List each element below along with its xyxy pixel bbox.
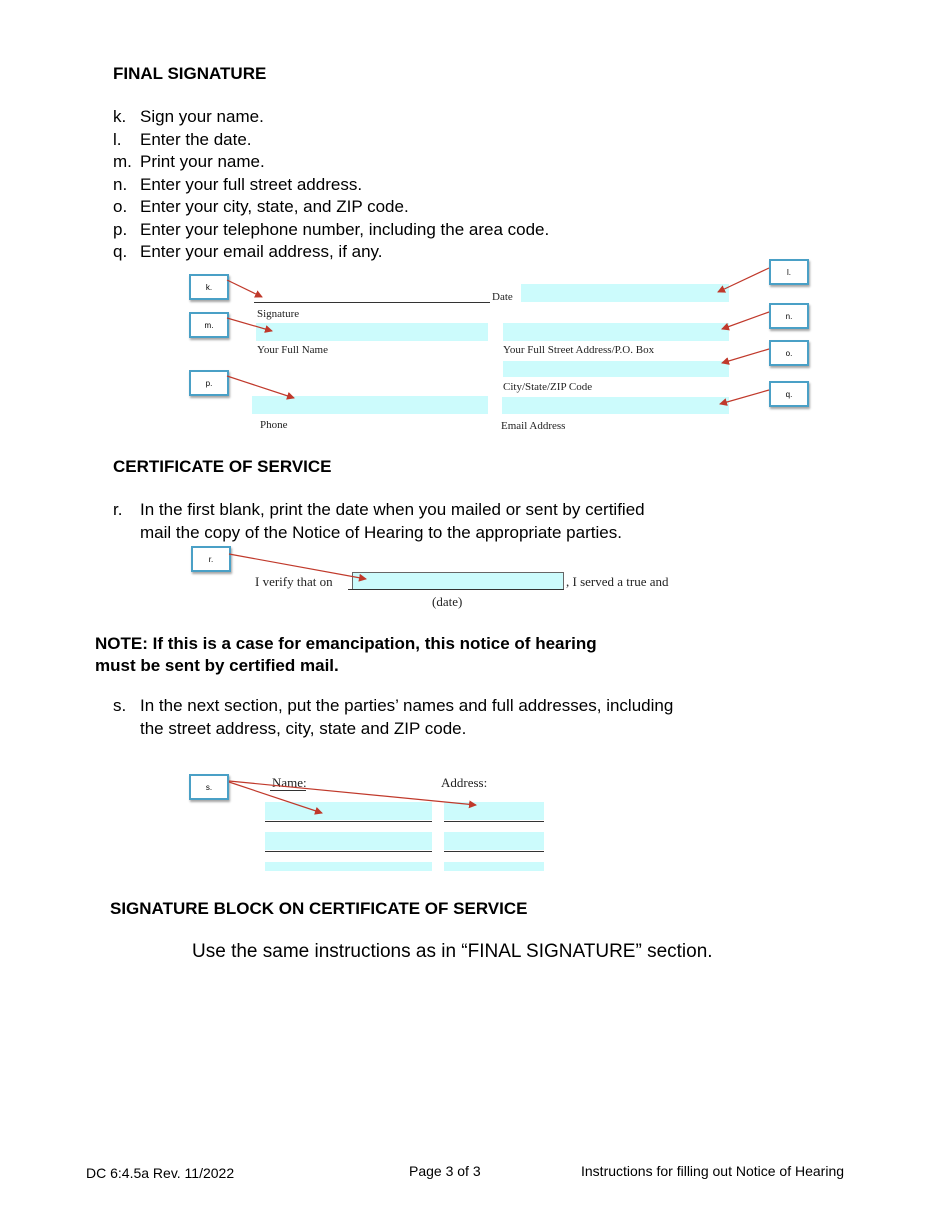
list-text: Sign your name. — [140, 107, 264, 126]
list-label: n. — [113, 174, 128, 194]
verify-prefix: I verify that on — [255, 574, 333, 589]
party-line — [444, 821, 544, 822]
party-address-field[interactable] — [444, 832, 544, 850]
list-item-n — [113, 175, 362, 195]
party-name-field[interactable] — [265, 802, 432, 820]
date-field[interactable] — [521, 284, 729, 302]
callout-s: s. — [189, 774, 229, 800]
list-text: Print your name. — [140, 152, 265, 171]
list-text: Enter the date. — [140, 129, 252, 149]
email-field[interactable] — [502, 397, 729, 414]
callout-p: p. — [189, 370, 229, 396]
full-name-label: Your Full Name — [257, 344, 329, 356]
list-item-p — [113, 220, 549, 240]
signature-line — [254, 302, 490, 303]
list-text: Enter your full street address. — [140, 174, 363, 194]
list-label: m. — [113, 152, 132, 171]
party-name-field[interactable] — [265, 862, 432, 871]
signature-label: Signature — [257, 308, 300, 320]
address-column-label: Address: — [441, 775, 488, 790]
list-item-k — [113, 107, 264, 127]
city-state-zip-field[interactable] — [503, 361, 729, 377]
list-label: s. — [113, 696, 127, 715]
street-address-field[interactable] — [503, 323, 729, 341]
list-label: r. — [113, 500, 123, 519]
full-name-field[interactable] — [256, 323, 488, 341]
callout-l: l. — [769, 259, 809, 285]
list-text: mail the copy of the Notice of Hearing to the appropriate parties. — [140, 522, 622, 542]
note-line: must be sent by certified mail. — [95, 655, 339, 675]
list-text: In the first blank, print the date when you mailed or sent by certified — [140, 500, 645, 519]
service-date-field[interactable] — [352, 572, 564, 590]
signature-block-heading: SIGNATURE BLOCK ON CERTIFICATE OF SERVICE — [110, 899, 528, 918]
arrow-n — [722, 312, 769, 329]
city-state-zip-label: City/State/ZIP Code — [503, 381, 593, 393]
final-signature-heading: FINAL SIGNATURE — [113, 64, 267, 83]
emancipation-note — [95, 633, 597, 676]
name-column-label: Name: — [272, 775, 307, 790]
date-label: Date — [492, 291, 513, 303]
note-line: NOTE: If this is a case for emancipation, this notice of hearing — [95, 634, 597, 653]
callout-n: n. — [769, 303, 809, 329]
callout-k: k. — [189, 274, 229, 300]
list-text: Enter your telephone number, including the area code. — [140, 219, 550, 239]
list-text: the street address, city, state and ZIP code. — [140, 718, 467, 738]
list-item-s — [113, 695, 673, 740]
certificate-heading: CERTIFICATE OF SERVICE — [113, 457, 332, 476]
list-label: p. — [113, 219, 128, 239]
list-label: o. — [113, 197, 128, 216]
list-item-l — [113, 130, 252, 150]
footer-page-number: Page 3 of 3 — [409, 1163, 481, 1179]
name-label-underline — [270, 790, 306, 791]
arrow-p — [227, 376, 294, 398]
arrow-o — [722, 349, 769, 363]
list-item-o — [113, 197, 409, 217]
callout-o: o. — [769, 340, 809, 366]
party-address-field[interactable] — [444, 862, 544, 871]
phone-label: Phone — [260, 419, 288, 431]
phone-field[interactable] — [252, 396, 488, 414]
arrow-k — [227, 280, 262, 297]
list-label: q. — [113, 242, 128, 261]
footer-title: Instructions for filling out Notice of Hearing — [581, 1163, 845, 1179]
list-item-m — [113, 152, 265, 172]
date-caption: (date) — [432, 594, 463, 609]
list-text: Enter your city, state, and ZIP code. — [140, 197, 409, 216]
list-label: l. — [113, 129, 122, 149]
list-item-q — [113, 242, 383, 262]
callout-m: m. — [189, 312, 229, 338]
party-address-field[interactable] — [444, 802, 544, 820]
verify-suffix: , I served a true and — [566, 574, 669, 589]
party-name-field[interactable] — [265, 832, 432, 850]
street-address-label: Your Full Street Address/P.O. Box — [503, 344, 655, 356]
party-line — [444, 851, 544, 852]
signature-block-text: Use the same instructions as in “FINAL SIGNATURE” section. — [192, 941, 713, 962]
footer-form-id: DC 6:4.5a Rev. 11/2022 — [86, 1165, 235, 1181]
list-text: Enter your email address, if any. — [140, 242, 383, 261]
list-text: In the next section, put the parties’ names and full addresses, including — [140, 696, 674, 715]
list-item-r — [113, 499, 645, 544]
party-line — [265, 821, 432, 822]
party-line — [265, 851, 432, 852]
callout-q: q. — [769, 381, 809, 407]
list-label: k. — [113, 107, 127, 126]
email-label: Email Address — [501, 420, 566, 432]
service-date-line — [348, 589, 564, 590]
callout-r: r. — [191, 546, 231, 572]
